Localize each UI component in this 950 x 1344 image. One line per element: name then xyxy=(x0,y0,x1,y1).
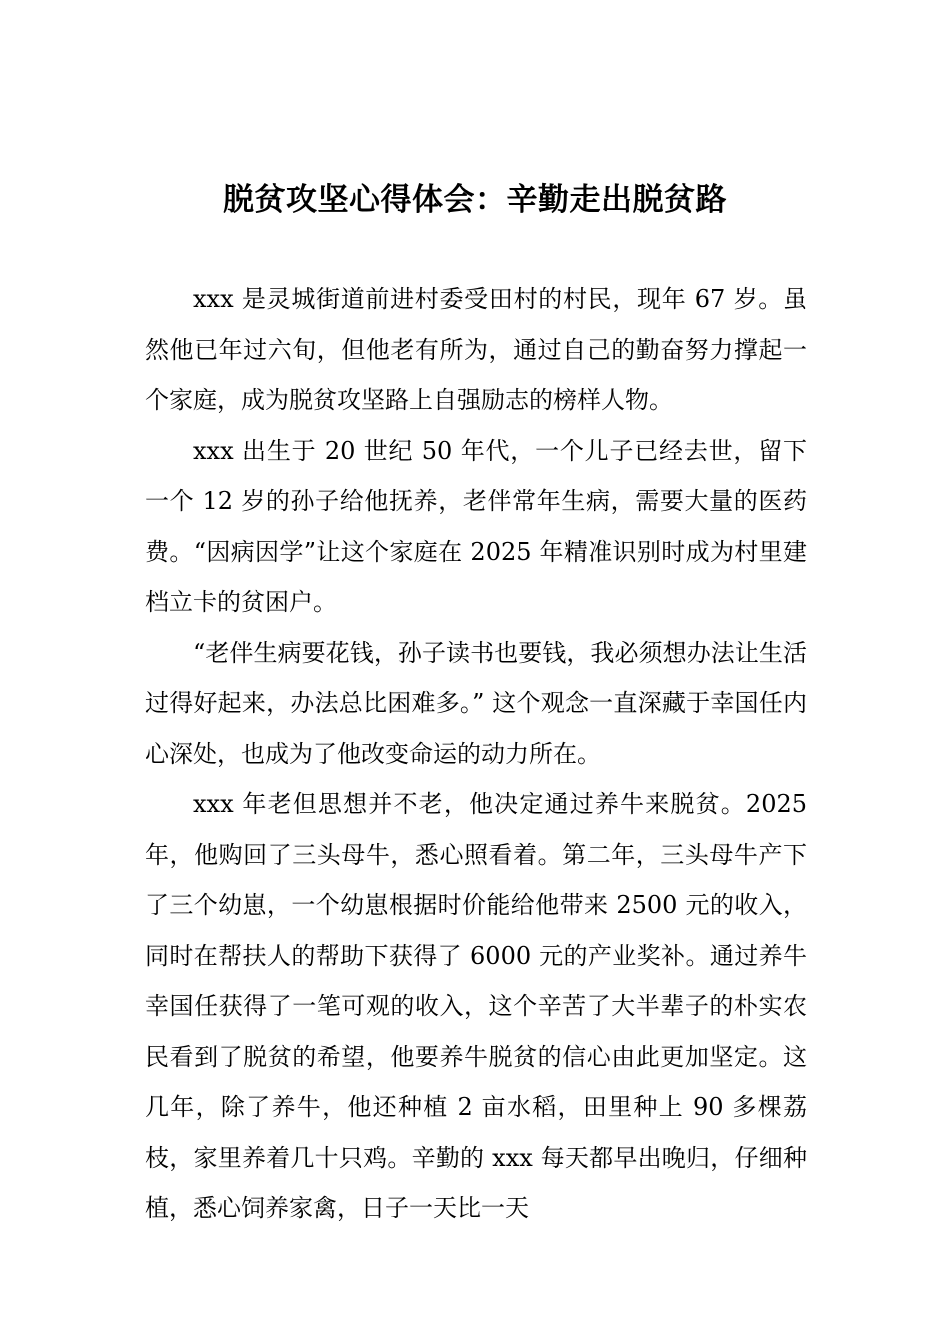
document-title: 脱贫攻坚心得体会：辛勤走出脱贫路 xyxy=(223,182,727,218)
paragraph-3: “老伴生病要花钱，孙子读书也要钱，我必须想办法让生活过得好起来，办法总比困难多。” 这个观念一直深藏于幸国任内心深处，也成为了他改变命运的动力所在。 xyxy=(145,638,807,768)
paragraph-2: xxx 出生于 20 世纪 50 年代，一个儿子已经去世，留下一个 12 岁的孙子给他抚养，老伴常年生病，需要大量的医药费。“因病因学”让这个家庭在 2025 年精准识别时成为村里建档立卡的贫困户。 xyxy=(145,436,807,616)
paragraph-1: xxx 是灵城街道前进村委受田村的村民，现年 67 岁。虽然他已年过六旬，但他老有所为，通过自己的勤奋努力撑起一个家庭，成为脱贫攻坚路上自强励志的榜样人物。 xyxy=(145,285,807,414)
paragraph-4: xxx 年老但思想并不老，他决定通过养牛来脱贫。2025 年，他购回了三头母牛，悉心照看着。第二年，三头母牛产下了三个幼崽，一个幼崽根据时价能给他带来 2500 元的收入，同时在帮扶人的帮助下获得了 6000 元的产业奖补。通过养牛幸国任获得了一笔可观的收入，这个辛苦了大半辈子的朴实农民看到了脱贫的希望，他要养牛脱贫的信心由此更加坚定。这几年，除了养牛，他还种植 2 亩水稻，田里种上 90 多棵荔枝，家里养着几十只鸡。辛勤的 xxx 每天都早出晚归，仔细种植，悉心饲养家禽，日子一天比一天 xyxy=(145,790,807,1222)
document-body xyxy=(145,274,807,1234)
